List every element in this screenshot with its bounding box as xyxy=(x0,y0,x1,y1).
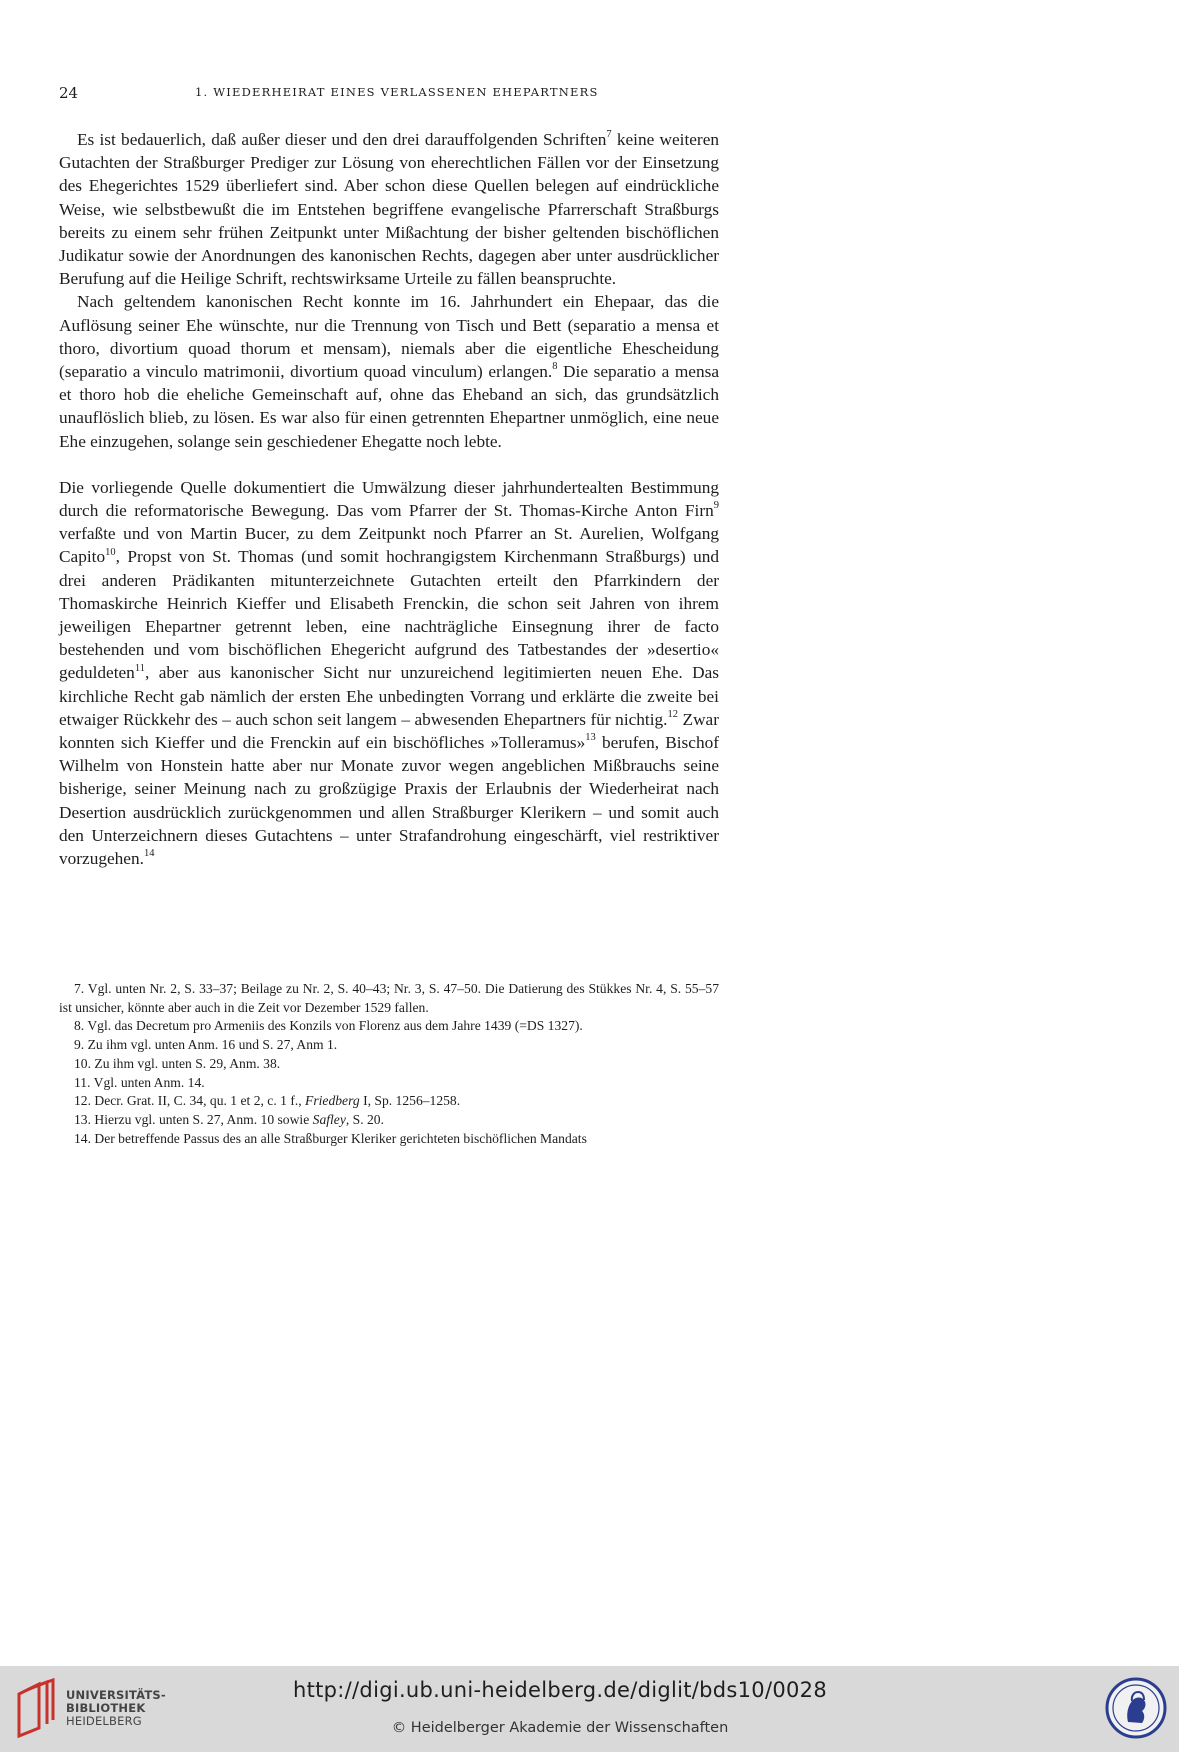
library-logo-icon[interactable] xyxy=(13,1678,63,1740)
paragraph-gap xyxy=(59,453,719,476)
text-run: berufen, Bischof Wilhelm von Honstein hatte aber nur Monate zuvor wegen angeblichen Mißbrauchs seine bisherige, seiner Meinung nach zu großzügige Praxis der Erlaubnis der Wiederheirat nach Desertion ausdrücklich zurückgenommen und allen Straßburger Klerikern – und somit auch den Unterzeichnern dieses Gutachtens – unter Strafandrohung eingeschärft, viel restriktiver vorzugehen. xyxy=(59,733,719,869)
running-title: 1. WIEDERHEIRAT EINES VERLASSENEN EHEPARTNERS xyxy=(195,85,599,99)
text-run: Die vorliegende Quelle dokumentiert die Umwälzung dieser jahrhundertealten Bestimmung durch die reformatorische Bewegung. Das vom Pfarrer der St. Thomas-Kirche Anton Firn xyxy=(59,477,719,521)
text-run: keine weiteren Gutachten der Straßburger Prediger zur Lösung von eherechtlichen Fällen vor der Einsetzung des Ehegerichtes 1529 überliefert sind. Aber schon diese Quellen belegen auf eindrückliche Weise, wie selbstbewußt die im Entstehen begriffene evangelische Pfarrerschaft Straßburgs bereits zu einem sehr frühen Zeitpunkt unter Mißachtung der bisher geltenden bischöflichen Judikatur sowie der Anordnungen des kanonischen Rechts, dagegen aber unter ausdrücklicher Berufung auf die Heilige Schrift, rechtswirksame Urteile zu fällen beanspruchte. xyxy=(59,130,720,289)
text-run: verfaßte und von Martin Bucer, zu dem Zeitpunkt noch Pfarrer an St. Aurelien, Wolfgang Capito xyxy=(59,524,719,567)
text-run: Nach geltendem kanonischen Recht konnte im 16. Jahrhundert ein Ehepaar, das die Auflösung seiner Ehe wünschte, nur die Trennung von Tisch und Bett (separatio a mensa et thoro, divortium quoad thorum et mensam), niemals aber die eigentliche Ehescheidung (separatio a vinculo matrimonii, divortium quoad vinculum) erlangen. xyxy=(59,292,719,382)
text-run: Zwar konnten sich Kieffer und die Frenckin auf ein bischöfliches »Tolleramus» xyxy=(59,709,719,753)
library-name-line: BIBLIOTHEK xyxy=(66,1701,146,1715)
footnote-ref-11[interactable]: 11 xyxy=(134,662,145,674)
text-run: Die separatio a mensa et thoro hob die eheliche Gemeinschaft auf, ohne das Eheband an sich, das grundsätzlich unauflöslich blieb, zu lösen. Es war also für einen getrennten Ehepartner unmöglich, eine neue Ehe einzugehen, solange sein geschiedener Ehegatte noch lebte. xyxy=(59,362,719,451)
page-number: 24 xyxy=(59,84,79,102)
footnote-ref-14[interactable]: 14 xyxy=(143,848,155,860)
body-text xyxy=(59,128,719,870)
footnote-12 xyxy=(59,1092,719,1111)
text-run: 13. Hierzu vgl. unten S. 27, Anm. 10 sowie xyxy=(74,1111,313,1127)
permalink-url[interactable]: http://digi.ub.uni-heidelberg.de/diglit/bds10/0028 xyxy=(293,1678,827,1702)
library-name-line: UNIVERSITÄTS- xyxy=(66,1688,166,1702)
text-run: , S. 20. xyxy=(345,1111,385,1127)
footnote-ref-7[interactable]: 7 xyxy=(606,129,612,141)
paragraph-2 xyxy=(59,290,719,452)
footnote-9: 9. Zu ihm vgl. unten Anm. 16 und S. 27, Anm 1. xyxy=(74,1037,338,1053)
footnote-11: 11. Vgl. unten Anm. 14. xyxy=(74,1074,205,1090)
footnote-14: 14. Der betreffende Passus des an alle Straßburger Kleriker gerichteten bischöflichen Mandats xyxy=(74,1130,587,1146)
text-run: , Propst von St. Thomas (und somit hochrangigstem Kirchenmann Straßburgs) und drei anderen Prädikanten mitunterzeichnete Gutachten erteilt den Pfarrkindern der Thomaskirche Heinrich Kieffer und Elisabeth Frenckin, die schon seit Jahren von ihrem jeweiligen Ehepartner getrennt leben, eine nachträgliche Einsegnung ihrer de facto bestehenden und vom bischöflichen Ehegericht aufgrund des Tatbestandes der »desertio« geduldeten xyxy=(59,547,719,683)
footnote-8: 8. Vgl. das Decretum pro Armeniis des Konzils von Florenz aus dem Jahre 1439 (=DS 1327). xyxy=(74,1018,583,1034)
footnote-10: 10. Zu ihm vgl. unten S. 29, Anm. 38. xyxy=(74,1055,281,1071)
text-run: Es ist bedauerlich, daß außer dieser und den drei darauffolgenden Schriften xyxy=(77,130,607,149)
running-head xyxy=(59,84,719,104)
text-run: , aber aus kanonischer Sicht nur unzureichend legitimierten neuen Ehe. Das kirchliche Recht gab nämlich der ersten Ehe unbedingten Vorrang und erklärte die zweite bei etwaiger Rückkehr des – auch schon seit langem – abwesenden Ehepartners für nichtig. xyxy=(59,663,719,729)
author-name: Safley xyxy=(312,1111,346,1127)
paragraph-3 xyxy=(59,476,719,870)
copyright-notice: © Heidelberger Akademie der Wissenschaften xyxy=(391,1720,729,1736)
footnote-ref-9[interactable]: 9 xyxy=(713,500,719,512)
footnote-ref-12[interactable]: 12 xyxy=(667,709,678,721)
paragraph-1 xyxy=(59,128,719,290)
footnotes xyxy=(59,980,719,1148)
library-name xyxy=(66,1689,166,1728)
text-run: I, Sp. 1256–1258. xyxy=(359,1093,461,1109)
footnote-ref-10[interactable]: 10 xyxy=(105,546,116,558)
footnote-ref-8[interactable]: 8 xyxy=(552,361,558,373)
academy-seal-icon[interactable] xyxy=(1104,1676,1168,1740)
text-run: 12. Decr. Grat. II, C. 34, qu. 1 et 2, c. 1 f., xyxy=(74,1093,306,1109)
author-name: Friedberg xyxy=(305,1093,360,1109)
footnote-13 xyxy=(59,1111,719,1130)
footer-bar xyxy=(0,1666,1179,1752)
footnote-7: 7. Vgl. unten Nr. 2, S. 33–37; Beilage zu Nr. 2, S. 40–43; Nr. 3, S. 47–50. Die Datierung des Stükkes Nr. 4, S. 55–57 ist unsicher, könnte aber auch in die Zeit vor Dezember 1529 fallen. xyxy=(59,981,719,1015)
library-name-line: HEIDELBERG xyxy=(66,1714,142,1728)
footnote-ref-13[interactable]: 13 xyxy=(585,732,596,744)
